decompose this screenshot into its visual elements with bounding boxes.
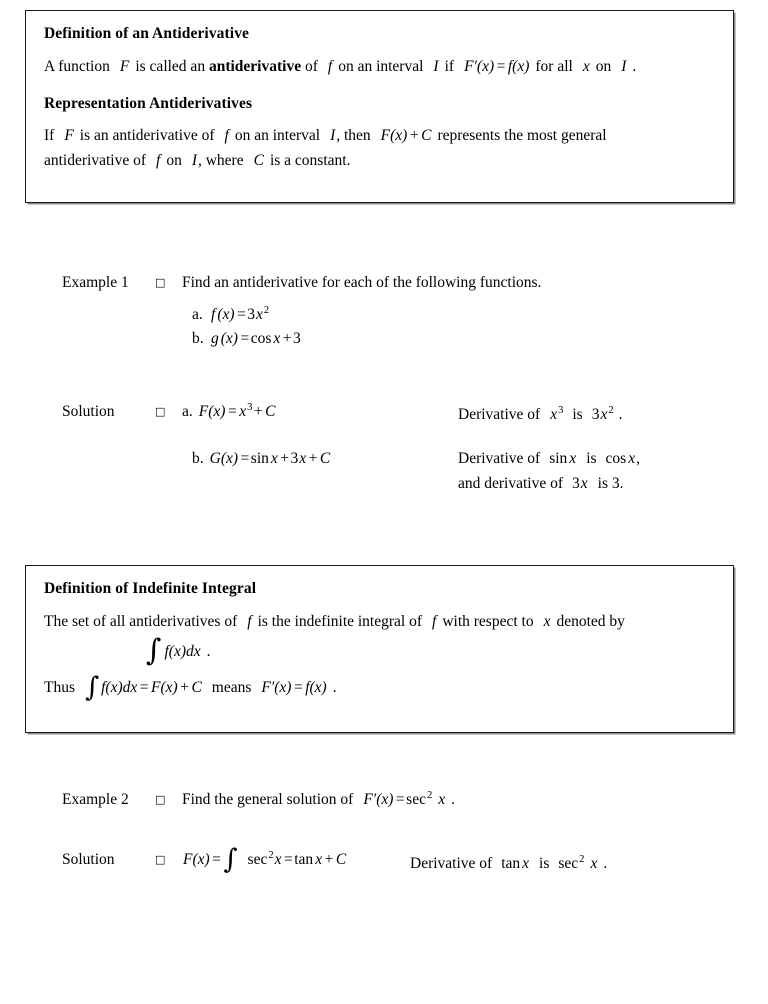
rep-text-2: is an antiderivative of — [79, 127, 215, 145]
display-fxdx: f(x)dx — [164, 643, 201, 661]
solution-1-part-a — [182, 403, 462, 421]
sol2-tan: tan — [294, 851, 314, 868]
example-2-block — [62, 791, 662, 809]
thus-label: Thus — [44, 678, 75, 696]
indefinite-integral-display-formula — [44, 633, 715, 669]
example-1-item-b — [192, 327, 662, 351]
solution-1-block — [62, 403, 462, 421]
square-bullet-icon: □ — [155, 853, 166, 866]
note-b-x2: x — [628, 450, 636, 467]
ind-text-4: denoted by — [556, 613, 625, 631]
note-a-rcoef: 3 — [591, 406, 600, 423]
rep-line2-var-C: C — [253, 152, 264, 170]
ex2-period: . — [451, 791, 455, 808]
note-b-line2-text-2: is 3. — [597, 474, 624, 492]
ind-text-3: with respect to — [442, 613, 534, 631]
item-b-const: 3 — [293, 329, 301, 347]
rep-var-I: I — [330, 127, 336, 145]
thus-means: means — [211, 678, 252, 696]
def-var-I2: I — [621, 58, 627, 76]
rep-text-4: represents the most general — [437, 127, 607, 145]
integral-sign-icon: ∫ — [146, 633, 162, 669]
rep-var-f: f — [224, 127, 229, 145]
rep-line2-text-2: on — [166, 152, 182, 170]
indefinite-thus-line — [44, 671, 715, 703]
def-text-1: A function — [44, 58, 110, 76]
solution-2-label: Solution — [62, 851, 115, 868]
ind-var-f1: f — [247, 613, 252, 631]
item-b-marker: b. — [192, 329, 204, 347]
sol2-eq: = — [212, 851, 221, 868]
ex2-Fprime: F′(x) — [363, 791, 394, 808]
thus-eq-2: = — [293, 678, 303, 696]
thus-period: . — [332, 678, 337, 696]
ind-text-1: The set of all antiderivatives of — [44, 613, 238, 631]
heading-definition-indefinite-integral: Definition of Indefinite Integral — [44, 580, 257, 597]
note-b-line2-var: x — [580, 474, 588, 492]
example-1-label: Example 1 — [62, 274, 129, 291]
def-period: . — [632, 58, 637, 76]
rep-line2-text-1: antiderivative of — [44, 152, 146, 170]
item-a-fn: f — [211, 306, 216, 323]
ex2-eq: = — [395, 791, 405, 808]
item-b-cos: cos — [250, 329, 272, 347]
item-b-var: x — [273, 329, 281, 347]
solution-2-note — [410, 852, 607, 877]
sol-a-base: x — [239, 403, 247, 420]
solution-1-note-b — [458, 447, 640, 497]
thus-C: C — [191, 678, 202, 696]
sol2-eq-2: = — [284, 851, 293, 868]
rep-line2-text-3: , where — [197, 152, 244, 170]
example-2-prompt — [182, 791, 662, 809]
def-var-x: x — [582, 58, 590, 76]
ex2-prompt-text: Find the general solution of — [182, 791, 354, 808]
note2-text-1: Derivative of — [410, 855, 493, 872]
def-term-antiderivative: antiderivative — [208, 58, 302, 76]
solution-1-header-row — [62, 403, 462, 421]
note2-period: . — [603, 855, 608, 872]
rep-line2-var-I: I — [191, 152, 197, 170]
thus-fx: f(x) — [305, 678, 327, 696]
rep-comma-then: , then — [336, 127, 371, 145]
def-text-5: if — [444, 58, 455, 76]
def-text-6: for all — [535, 58, 573, 76]
note-b-line2-coef: 3 — [572, 474, 580, 492]
sol-a-plus: + — [253, 403, 263, 420]
note2-tan: tan — [501, 855, 521, 872]
antiderivative-definition-text — [44, 54, 715, 79]
rep-var-C: C — [421, 127, 432, 145]
note-b-line-2 — [458, 472, 640, 497]
sol-b-plus-2: + — [308, 450, 318, 467]
rep-text-3: on an interval — [234, 127, 321, 145]
ex2-sec: sec — [406, 791, 426, 808]
item-a-marker: a. — [192, 306, 203, 323]
note2-x2: x — [590, 855, 598, 872]
indefinite-integral-text — [44, 609, 715, 634]
rep-var-F: F — [64, 127, 74, 145]
sol2-plus: + — [324, 851, 334, 868]
sol2-sec: sec — [247, 851, 268, 868]
note2-exponent: 2 — [579, 853, 585, 865]
thus-plus: + — [180, 678, 189, 696]
item-b-plus: + — [282, 329, 292, 347]
indefinite-box-content — [26, 566, 733, 703]
square-bullet-icon: □ — [155, 405, 166, 418]
example-1-prompt: Find an antiderivative for each of the following functions. — [182, 274, 542, 291]
note-b-line2-text-1: and derivative of — [458, 474, 564, 492]
def-var-F: F — [119, 58, 130, 76]
antiderivative-definition-box — [25, 10, 734, 203]
note-b-text-2: is — [586, 450, 597, 467]
def-var-f: f — [327, 58, 333, 76]
sol-a-eq: = — [227, 403, 237, 420]
note-a-exponent: 3 — [558, 404, 564, 416]
antiderivative-box-content — [26, 11, 733, 173]
solution-1-part-b — [192, 447, 331, 472]
note2-x1: x — [522, 855, 530, 872]
item-b-fn: g — [211, 329, 219, 347]
thus-eq: = — [139, 678, 149, 696]
rep-expr-Fx: F(x) — [380, 127, 408, 145]
note-b-cos: cos — [605, 450, 627, 467]
item-a-var: x — [256, 306, 263, 323]
thus-fxdx: f(x)dx — [101, 678, 138, 696]
def-text-7: on — [595, 58, 612, 76]
def-text-3: of — [304, 58, 318, 76]
sol2-x: x — [274, 851, 282, 868]
example-1-item-a — [192, 303, 662, 327]
sol-a-marker: a. — [182, 403, 193, 420]
sol-b-plus-1: + — [280, 450, 290, 467]
def-text-2: is called an — [135, 58, 206, 76]
sol-b-G: G(x) — [209, 450, 239, 467]
sol-b-x: x — [270, 450, 278, 467]
note-a-rbase: x — [600, 406, 608, 423]
display-period: . — [206, 643, 211, 661]
example-1-block — [62, 274, 662, 350]
thus-Fprime: F′(x) — [261, 678, 292, 696]
sol-b-coef: 3 — [290, 450, 299, 467]
solution-1-note-a — [458, 403, 622, 428]
sol-a-exponent: 3 — [247, 401, 253, 413]
indefinite-integral-definition-box — [25, 565, 734, 733]
integral-sign-icon: ∫ — [223, 844, 238, 875]
note2-text-2: is — [539, 855, 550, 872]
ex2-exponent: 2 — [426, 789, 433, 801]
def-var-I: I — [433, 58, 439, 76]
note-a-period: . — [618, 406, 623, 423]
rep-text-1: If — [44, 127, 55, 145]
rep-plus: + — [409, 127, 419, 145]
note-b-text-1: Derivative of — [458, 450, 541, 467]
note2-sec: sec — [558, 855, 579, 872]
def-text-4: on an interval — [338, 58, 424, 76]
def-expr-Fprime: F′(x) — [464, 58, 495, 76]
ind-text-2: is the indefinite integral of — [257, 613, 423, 631]
def-expr-fx: f(x) — [507, 58, 530, 76]
example-2-label: Example 2 — [62, 791, 129, 808]
sol2-C: C — [335, 851, 347, 868]
rep-line2-var-f: f — [156, 152, 161, 170]
ex2-x: x — [438, 791, 446, 808]
item-b-eq: = — [240, 329, 250, 347]
item-a-coef: 3 — [247, 306, 256, 323]
def-eq: = — [496, 58, 506, 76]
note-b-comma: , — [636, 450, 640, 467]
sol-b-C: C — [319, 450, 331, 467]
integral-sign-icon: ∫ — [85, 671, 100, 703]
note-a-rexponent: 2 — [608, 404, 614, 416]
sol2-F: F(x) — [183, 851, 210, 868]
item-b-arg: (x) — [220, 329, 238, 347]
thus-Fx: F(x) — [151, 678, 178, 696]
item-a-arg: (x) — [217, 306, 235, 323]
example-2-header-row — [62, 791, 662, 809]
item-a-exponent: 2 — [263, 304, 270, 316]
heading-representation-antiderivatives: Representation Antiderivatives — [44, 95, 253, 113]
ind-var-x: x — [543, 613, 551, 631]
sol-b-sin: sin — [250, 450, 269, 467]
example-1-header-row — [62, 274, 662, 292]
square-bullet-icon: □ — [155, 276, 166, 289]
example-1-items — [62, 303, 662, 350]
item-a-eq: = — [237, 306, 246, 323]
sol2-exponent: 2 — [268, 849, 274, 861]
note-a-base: x — [550, 406, 558, 423]
note-b-sin: sin — [549, 450, 568, 467]
representation-text — [44, 123, 715, 173]
solution-1-label: Solution — [62, 403, 115, 420]
ind-var-f2: f — [432, 613, 437, 631]
sol-b-eq: = — [240, 450, 250, 467]
rep-line2-text-4: is a constant. — [269, 152, 351, 170]
note-b-line-1 — [458, 447, 640, 472]
sol-b-marker: b. — [192, 450, 204, 467]
sol-b-var: x — [299, 450, 307, 467]
sol2-x2: x — [315, 851, 323, 868]
sol-a-F: F(x) — [198, 403, 226, 420]
note-b-x1: x — [569, 450, 577, 467]
note-a-text-2: is — [572, 406, 583, 423]
square-bullet-icon: □ — [155, 793, 166, 806]
sol-a-C: C — [265, 403, 276, 420]
heading-definition-antiderivative: Definition of an Antiderivative — [44, 25, 250, 42]
note-a-text-1: Derivative of — [458, 406, 541, 423]
